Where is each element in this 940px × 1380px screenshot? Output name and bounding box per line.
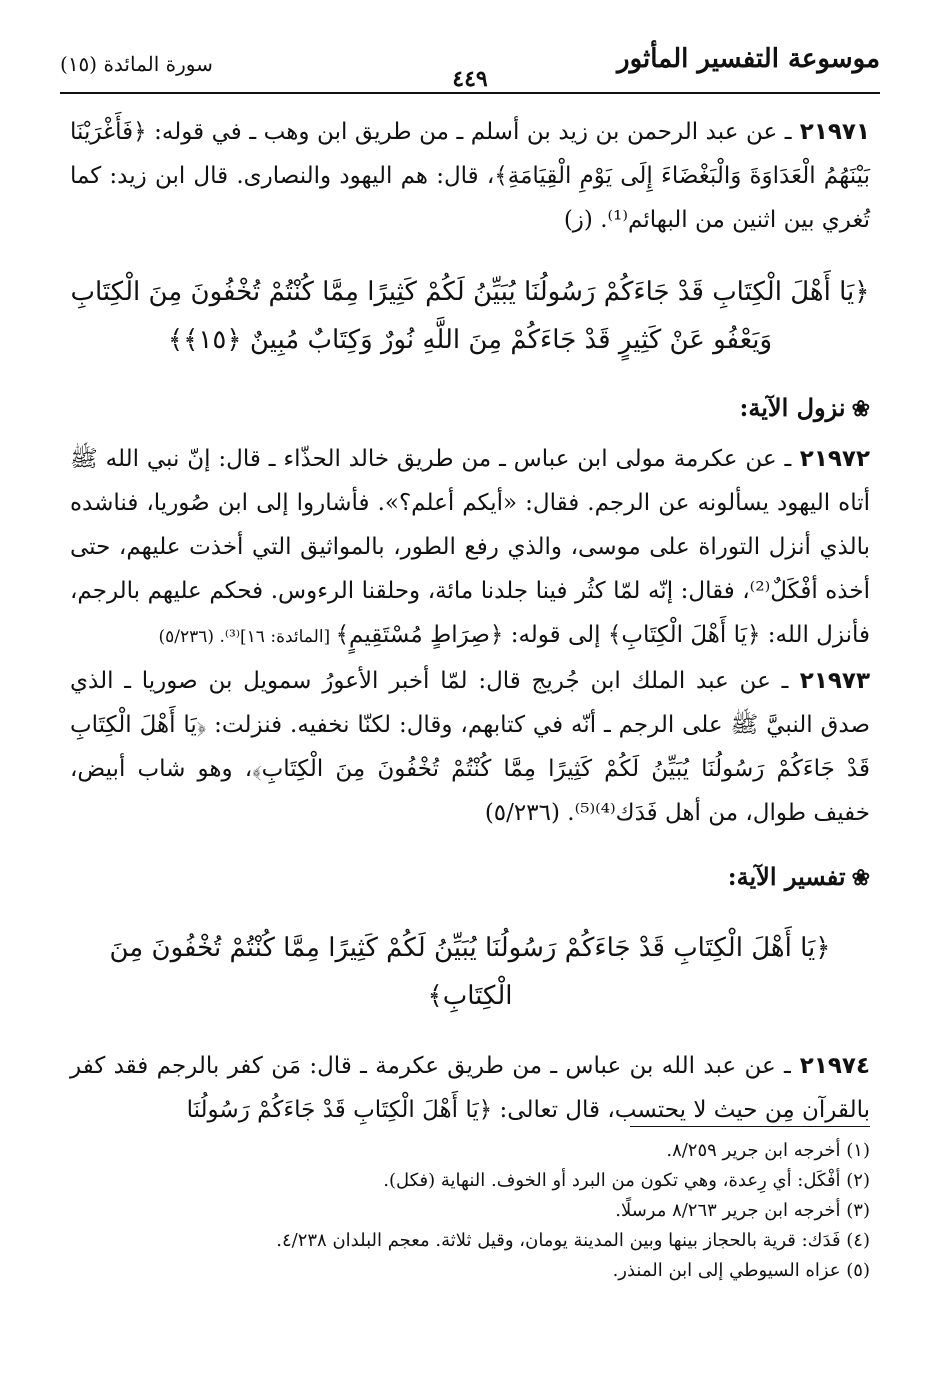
footnote: (٥) عزاه السيوطي إلى ابن المنذر. xyxy=(612,1260,870,1281)
narration-text: ـ عن عبد الملك ابن جُريج قال: لمّا أخبر الأعورُ سمويل بن صوريا ـ الذي صدق النبيَّ ﷺ على الرجم ـ أنّه في كتابهم، وقال: لكنّا نخفيه. فنزلت: ﴿يَا أَهْلَ الْكِتَابِ قَدْ جَاءَكُمْ رَسُولُنَا يُبَيِّنُ لَكُمْ كَثِيرًا مِمَّا كُنْتُمْ تُخْفُونَ مِنَ الْكِتَابِ﴾، وهو شاب أبيض، خفيف طوال، من أهل فَدَك⁽⁴⁾⁽⁵⁾. (٥/٢٣٦) xyxy=(70,668,870,826)
quran-verse: ﴿يَا أَهْلَ الْكِتَابِ قَدْ جَاءَكُمْ رَسُولُنَا يُبَيِّنُ لَكُمْ كَثِيرًا مِمَّا كُنْتُمْ تُخْفُونَ مِنَ الْكِتَابِ﴾ xyxy=(109,933,831,1011)
footnote: (١) أخرجه ابن جرير ٨/٢٥٩. xyxy=(666,1140,870,1161)
narration-text: ـ عن عبد الله بن عباس ـ من طريق عكرمة ـ قال: مَن كفر بالرجم فقد كفر بالقرآن مِن حيث لا يحتسب، قال تعالى: ﴿يَا أَهْلَ الْكِتَابِ قَدْ جَاءَكُمْ رَسُولُنَا xyxy=(70,1053,870,1123)
narration-number: ٢١٩٧١ xyxy=(791,119,870,145)
section-heading xyxy=(70,388,870,429)
page-body xyxy=(70,110,870,1132)
ornament-icon: ❀ xyxy=(851,865,870,891)
quran-verse: ﴿يَا أَهْلَ الْكِتَابِ قَدْ جَاءَكُمْ رَسُولُنَا يُبَيِّنُ لَكُمْ كَثِيرًا مِمَّا كُنْتُمْ تُخْفُونَ مِنَ الْكِتَابِ وَيَعْفُو عَنْ كَثِيرٍ قَدْ جَاءَكُمْ مِنَ اللَّهِ نُورٌ وَكِتَابٌ مُبِينٌ ﴿١٥﴾﴾ xyxy=(70,277,870,355)
hadith-paragraph xyxy=(70,437,870,659)
footnote: (٢) أفْكَل: أي رِعدة، وهي تكون من البرد أو الخوف. النهاية (فكل). xyxy=(383,1170,870,1191)
footnotes xyxy=(70,1136,870,1286)
surah-label: سورة المائدة (١٥) xyxy=(60,52,213,76)
hadith-paragraph xyxy=(70,659,870,835)
hadith-paragraph xyxy=(70,1044,870,1132)
ornament-icon: ❀ xyxy=(851,396,870,422)
narration-number: ٢١٩٧٣ xyxy=(788,668,870,694)
narration-number: ٢١٩٧٢ xyxy=(791,446,870,472)
page-number: ٤٤٩ xyxy=(452,66,488,92)
section-heading xyxy=(70,857,870,898)
narration-text: ـ عن عبد الرحمن بن زيد بن أسلم ـ من طريق ابن وهب ـ في قوله: ﴿فَأَغْرَيْنَا بَيْنَهُمُ الْعَدَاوَةَ وَالْبَغْضَاءَ إِلَى يَوْمِ الْقِيَامَةِ﴾، قال: هم اليهود والنصارى. قال ابن زيد: كما تُغري بين اثنين من البهائم⁽¹⁾. (ز) xyxy=(70,119,870,233)
narration-reference: [المائدة: ١٦]⁽³⁾. (٥/٢٣٦) xyxy=(158,627,336,647)
footnote: (٤) فَدَك: قرية بالحجاز بينها وبين المدينة يومان، وقيل ثلاثة. معجم البلدان ٤/٢٣٨. xyxy=(276,1230,870,1251)
footnote: (٣) أخرجه ابن جرير ٨/٢٦٣ مرسلًا. xyxy=(615,1200,870,1221)
section-title: نزول الآية: xyxy=(739,393,846,422)
section-title: تفسير الآية: xyxy=(727,862,846,891)
footnote-separator xyxy=(630,1126,870,1127)
hadith-paragraph xyxy=(70,110,870,242)
narration-number: ٢١٩٧٤ xyxy=(790,1053,870,1079)
page-header xyxy=(60,40,880,92)
header-rule xyxy=(60,92,880,94)
book-title: موسوعة التفسير المأثور xyxy=(617,44,880,74)
narration-text: ـ عن عكرمة مولى ابن عباس ـ من طريق خالد الحذّاء ـ قال: إنّ نبي الله ﷺ أتاه اليهود يسألونه عن الرجم. فقال: «أيكم أعلم؟». فأشاروا إلى ابن صُوريا، فناشده بالذي أنزل التوراة على موسى، والذي رفع الطور، بالمواثيق التي أخذت عليهم، حتى أخذه أفْكَلٌ⁽²⁾، فقال: إنّه لمّا كثُر فينا جلدنا مائة، وحلقنا الرءوس. فحكم عليهم بالرجم، فأنزل الله: ﴿يَا أَهْلَ الْكِتَابِ﴾ إلى قوله: ﴿صِرَاطٍ مُسْتَقِيمٍ﴾ xyxy=(70,446,870,648)
